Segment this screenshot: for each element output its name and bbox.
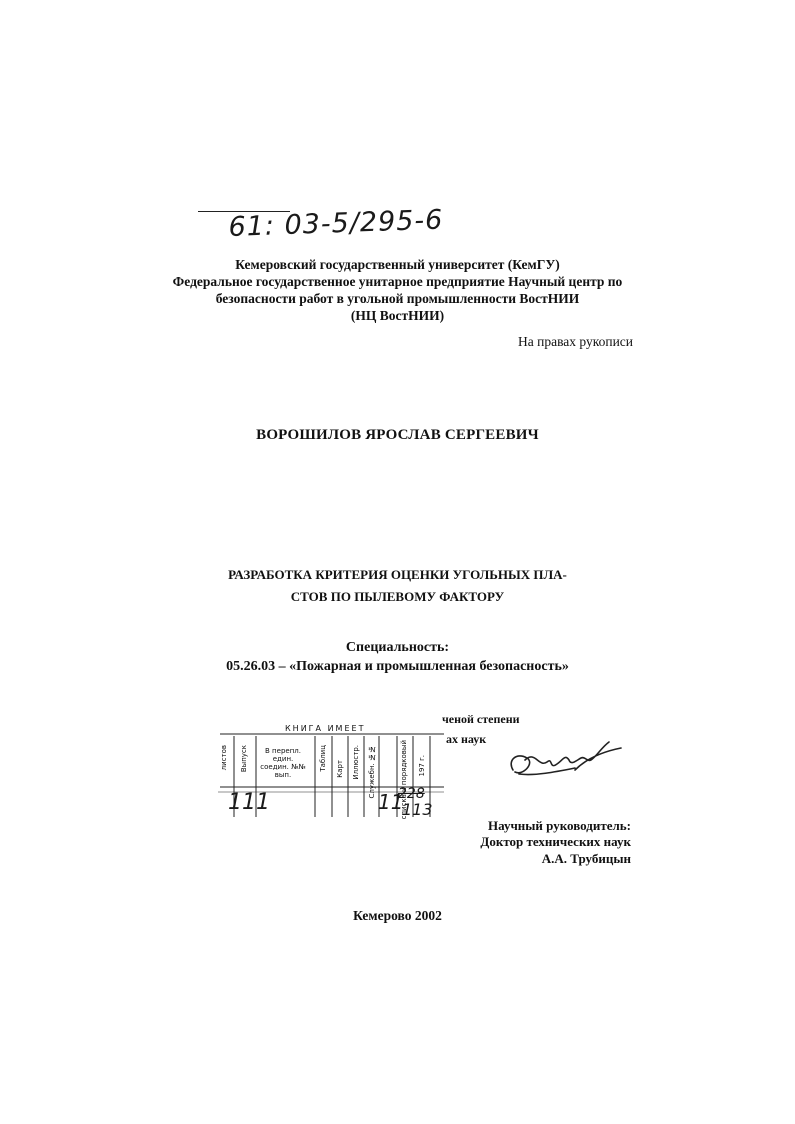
stamp-handwritten-number: 113 (402, 800, 433, 819)
stamp-handwritten-crossed: 228 (398, 786, 425, 802)
stamp-col-list: списка и порядковый (400, 740, 408, 820)
stamp-title: КНИГА ИМЕЕТ (285, 724, 366, 733)
header-abbrev: (НЦ ВостНИИ) (350, 308, 445, 323)
thesis-title-line-1: РАЗРАБОТКА КРИТЕРИЯ ОЦЕНКИ УГОЛЬНЫХ ПЛА- (228, 567, 567, 582)
thesis-title-line-2: СТОВ ПО ПЫЛЕВОМУ ФАКТОРУ (290, 589, 505, 604)
handwritten-signature (505, 730, 625, 790)
manuscript-note: На правах рукописи (518, 334, 634, 349)
stamp-col-service: Служебн. №№ (368, 745, 376, 799)
archive-code: 61: 03-5/295-6 (228, 204, 444, 243)
stamp-col-issue: Выпуск (240, 745, 248, 773)
city-year: Кемерово 2002 (353, 908, 442, 923)
supervisor-name: А.А. Трубицын (541, 851, 631, 866)
stamp-col-binding: В перепл. един. соедин. №№ вып. (260, 747, 306, 779)
author-name: ВОРОШИЛОВ ЯРОСЛАВ СЕРГЕЕВИЧ (256, 427, 539, 443)
stamp-col-illustrations: Иллюстр. (352, 745, 360, 780)
specialty-label: Специальность: (345, 640, 450, 655)
stamp-col-maps: Карт (336, 760, 344, 778)
supervisor-degree: Доктор технических наук (480, 834, 631, 849)
stamp-handwritten-count: 111 (228, 790, 270, 815)
degree-text-fragment-1: ченой степени (442, 712, 520, 726)
stamp-col-tables: Таблиц (319, 745, 327, 772)
stamp-col-sheets: листов (220, 745, 228, 771)
stamp-handwritten-service: 11 (378, 790, 404, 814)
specialty-value: 05.26.03 – «Пожарная и промышленная безопасность» (226, 659, 569, 674)
header-enterprise: Федеральное государственное унитарное предприятие Научный центр по (172, 274, 623, 289)
degree-text-fragment-2: ах наук (446, 732, 487, 746)
header-enterprise-cont: безопасности работ в угольной промышленности ВостНИИ (215, 291, 580, 306)
supervisor-label: Научный руководитель: (488, 818, 631, 833)
stamp-col-year: 197 г. (418, 755, 426, 777)
header-university: Кемеровский государственный университет (КемГУ) (235, 257, 560, 272)
